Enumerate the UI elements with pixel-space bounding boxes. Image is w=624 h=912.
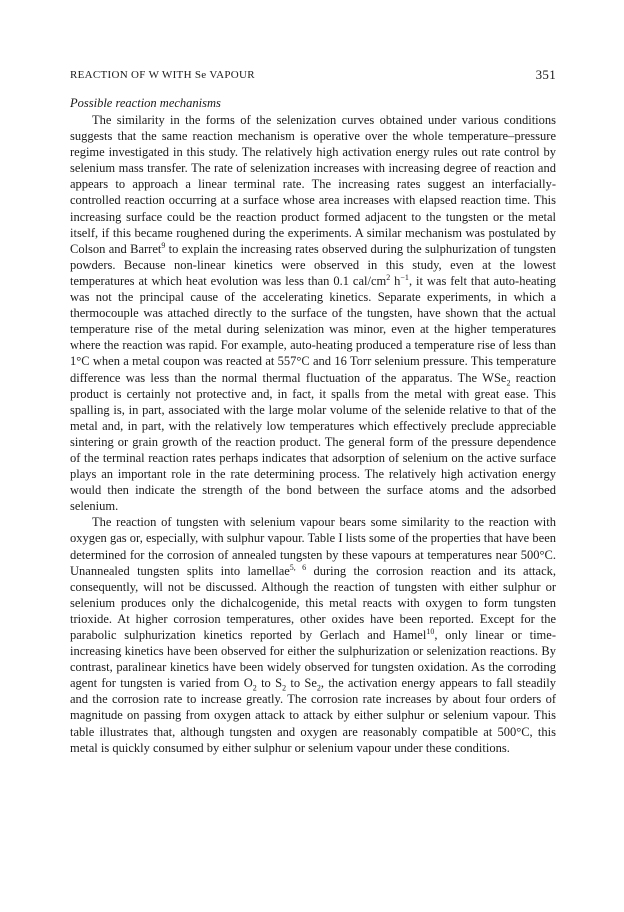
running-title: REACTION OF W WITH Se VAPOUR xyxy=(70,69,255,81)
paragraph-2: The reaction of tungsten with selenium vapour bears some similarity to the reaction with oxygen gas or, especially, with sulphur vapour. Table I lists some of the properties that have been determined for the corrosion of annealed tungsten by these vapours at temperatures near 500°C. Unannealed tungsten splits into lamellae$^{5, 6}$ during the corrosion reaction and its attack, consequently, will not be discussed. Although the reaction of tungsten with either sulphur or selenium produces only the dichalcogenide, this metal reacts with oxygen to form tungsten trioxide. At higher corrosion temperatures, other oxides have been reported. Except for the parabolic sulphurization kinetics reported by Gerlach and Hamel$^{10}$, only linear or time-increasing kinetics have been observed for either the sulphurization or selenization reactions. By contrast, paralinear kinetics have been widely observed for tungsten oxidation. As the corroding agent for tungsten is varied from $O_2$ to $S_2$ to $Se_2$, the activation energy appears to fall steadily and the corrosion rate to increase greatly. The corrosion rate increases by about four orders of magnitude on passing from oxygen attack to attack by either sulphur or selenium vapour. This table illustrates that, although tungsten and oxygen are reasonably compatible at 500°C, this metal is quickly consumed by either sulphur or selenium vapour under these conditions. xyxy=(70,515,556,755)
citation-superscript: 10 xyxy=(426,626,435,636)
section-heading: Possible reaction mechanisms xyxy=(70,96,221,110)
page-number: 351 xyxy=(535,67,556,82)
body-text xyxy=(70,112,556,756)
citation-superscript: 5, 6 xyxy=(289,562,307,572)
page-header xyxy=(70,69,556,85)
paragraph-1: The similarity in the forms of the selenization curves obtained under various conditions suggests that the same reaction mechanism is operative over the whole temperature–pressure regime investigated in this study. The relatively high activation energy rules out rate control by selenium mass transfer. The rate of selenization increases with increasing degree of reaction and appears to approach a linear terminal rate. The increasing rates suggest an interfacially-controlled reaction occurring at a surface whose area increases with elapsed reaction time. This increasing surface could be the reaction product formed adjacent to the tungsten or the metal itself, if this became roughened during the experiments. A similar mechanism was postulated by Colson and Barret$^9$ to explain the increasing rates observed during the sulphurization of tungsten powders. Because non-linear kinetics were observed in this study, even at the lowest temperatures at which heat evolution was less than 0.1 cal/$cm^2$ $h^{-1}$, it was felt that auto-heating was not the principal cause of the accelerating kinetics. Separate experiments, in which a thermocouple was attached directly to the surface of the tungsten, have shown that the actual temperature rise of the metal during selenization was minor, even at the higher temperatures where the reaction was rapid. For example, auto-heating produced a temperature rise of less than 1°C when a metal coupon was reacted at 557°C and 16 Torr selenium pressure. This temperature difference was less than the normal thermal fluctuation of the apparatus. The WSe$_2$ reaction product is certainly not protective and, in fact, it spalls from the metal with great ease. This spalling is, in part, associated with the large molar volume of the selenide relative to that of the metal and, in part, with the relatively low temperatures which effectively preclude appreciable sintering or grain growth of the reaction product. The general form of the pressure dependence of the terminal reaction rates perhaps indicates that adsorption of selenium on the active surface plays an important role in the rate determining process. The relatively high activation energy would then indicate the strength of the bond between the surface atoms and the adsorbed selenium. xyxy=(70,113,557,514)
citation-superscript: 9 xyxy=(161,240,166,250)
